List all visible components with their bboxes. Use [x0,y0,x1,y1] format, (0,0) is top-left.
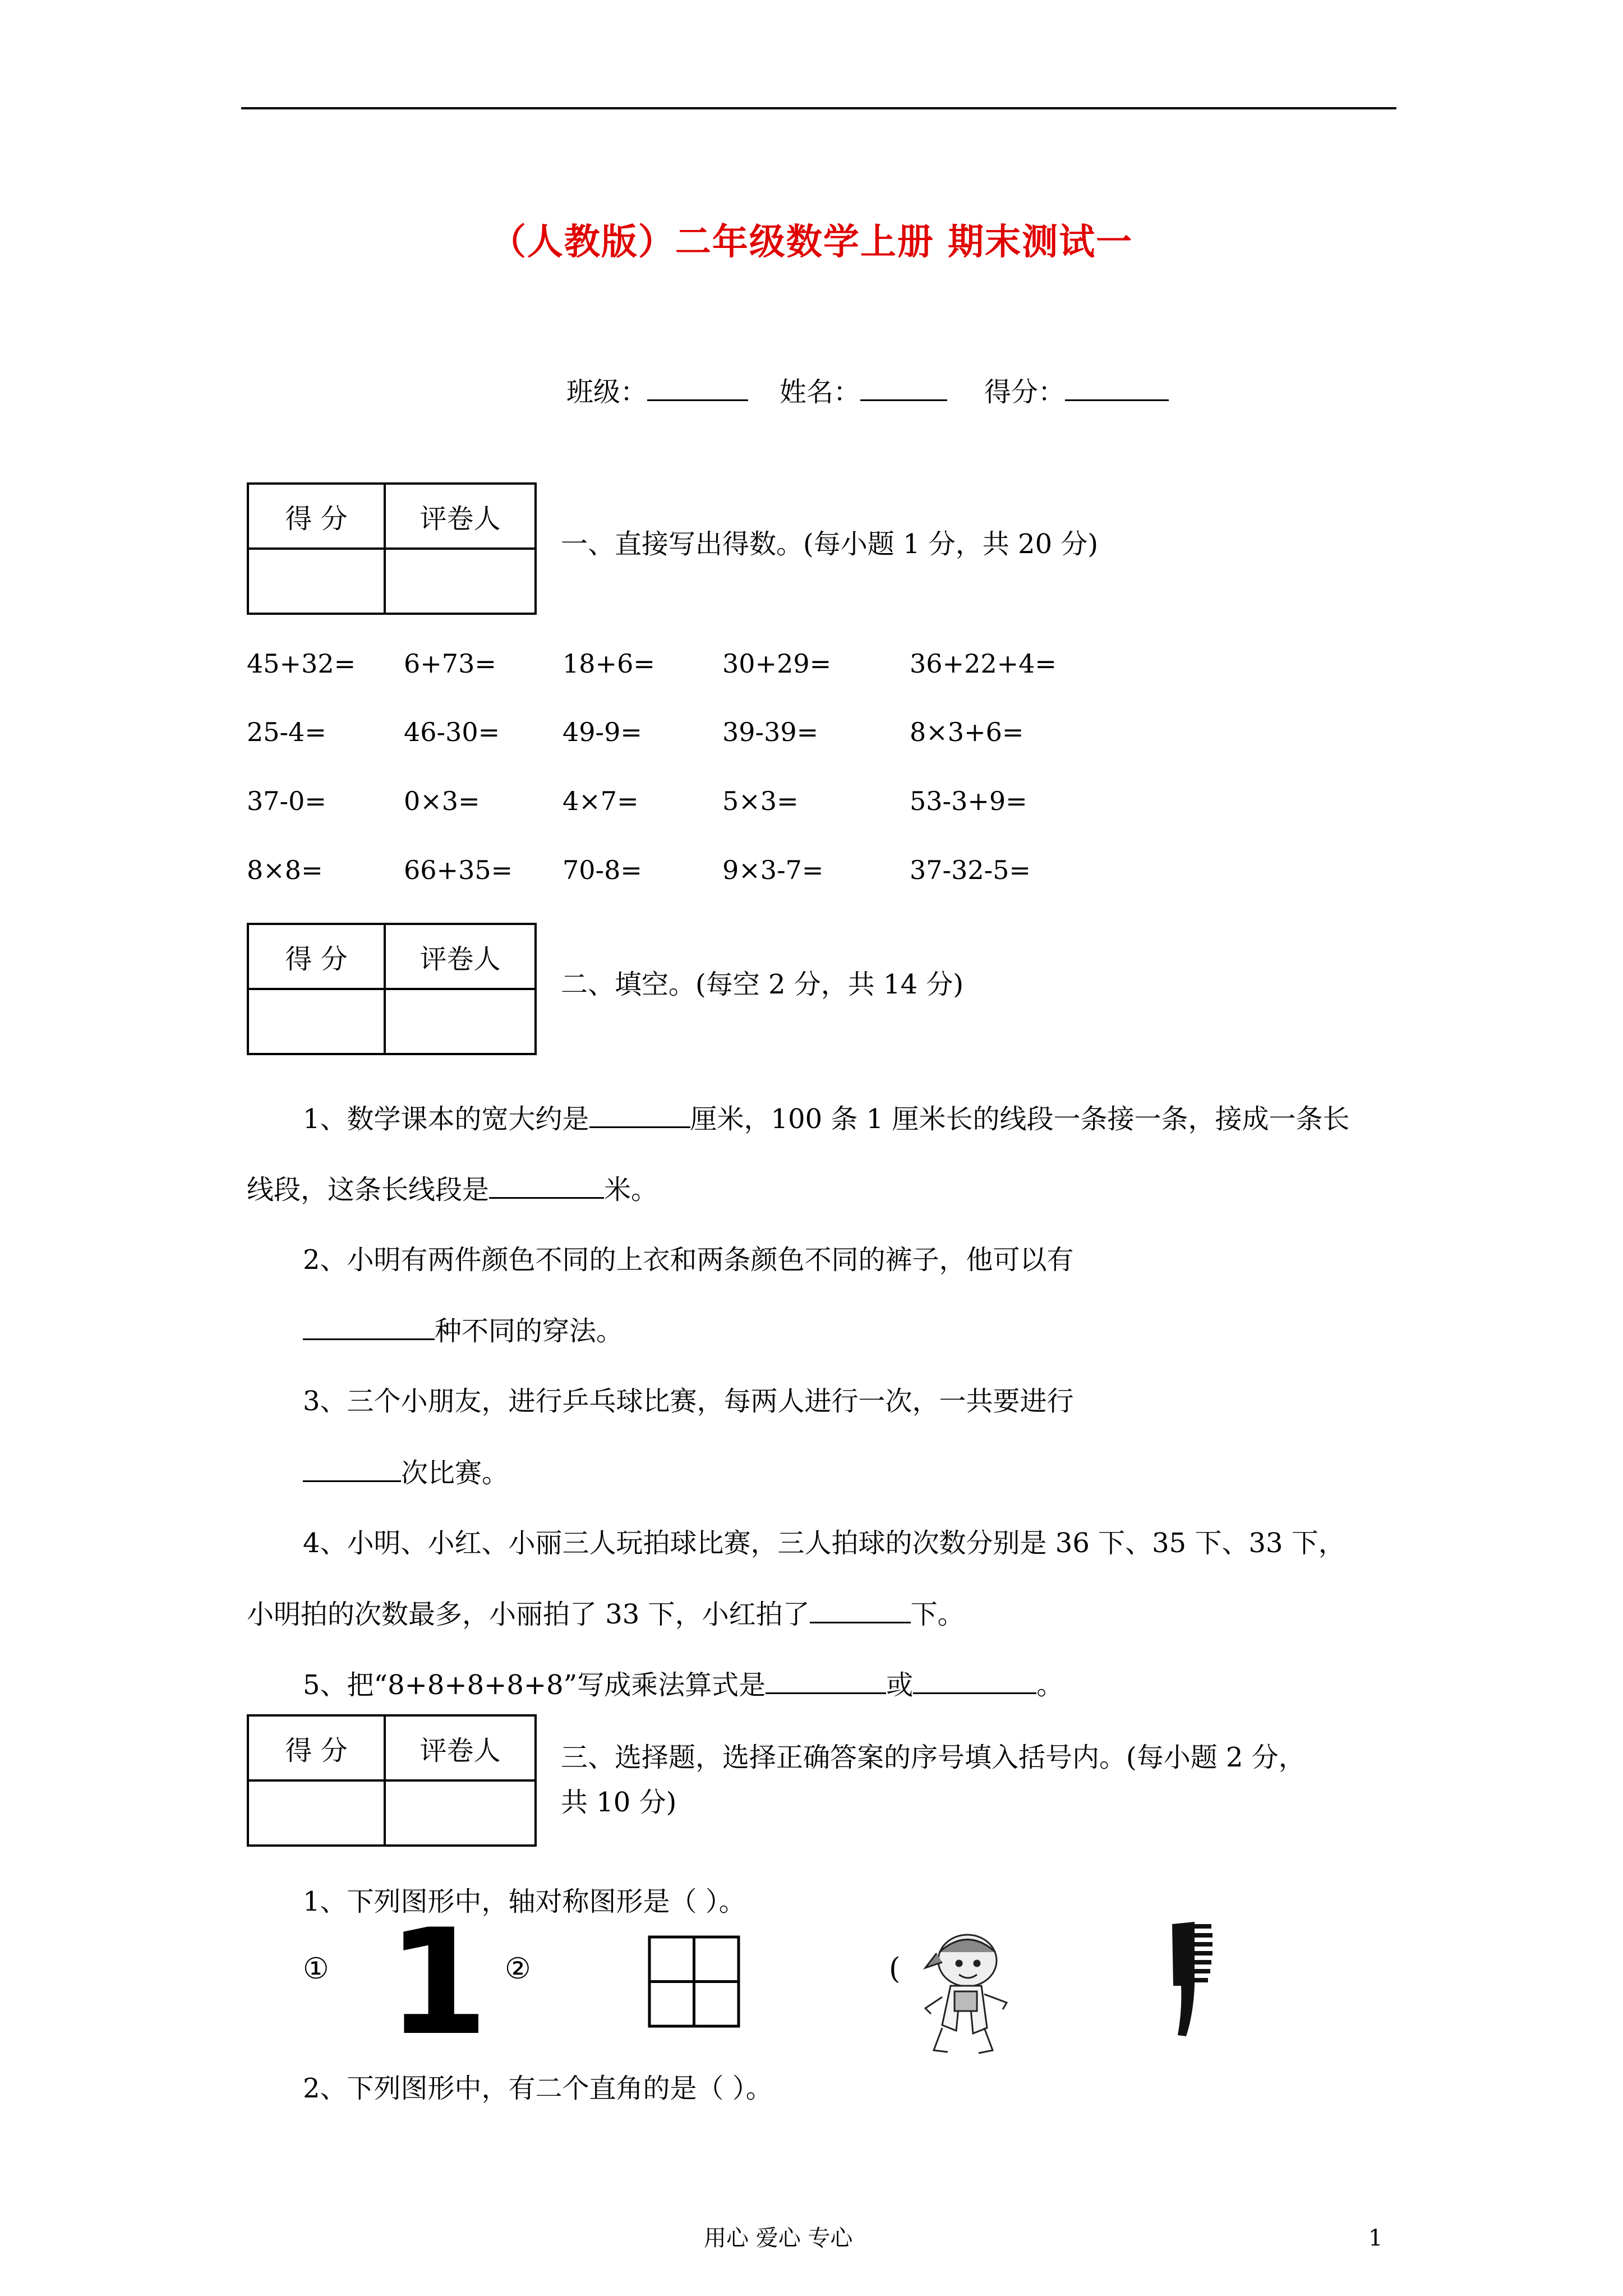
fill-q4-blank[interactable] [810,1597,911,1623]
fill-q4-line1: 4、小明、小红、小丽三人玩拍球比赛，三人拍球的次数分别是 36 下、35 下、33 下， [303,1527,1345,1559]
fill-q2-line1: 2、小明有两件颜色不同的上衣和两条颜色不同的裤子，他可以有 [303,1244,1074,1276]
square-grid-figure [648,1935,740,2028]
fill-q1-text: 厘米，100 条 1 厘米长的线段一条接一条，接成一条长 [690,1103,1350,1135]
fill-q3-line2 [303,1456,509,1490]
page-number: 1 [1368,2225,1383,2251]
fill-q4-text: 小明拍的次数最多，小丽拍了 33 下，小红拍了 [247,1599,810,1630]
equation: 37-0= [247,786,326,816]
score-label: 得分： [984,376,1066,408]
equation: 37-32-5= [910,855,1031,885]
score-cell[interactable] [248,1780,385,1846]
score-cell[interactable] [248,549,385,614]
fill-q4-line2 [247,1597,965,1631]
equation: 49-9= [562,717,642,747]
option-2-label: ② [505,1952,531,1986]
fill-q5-blank-b[interactable] [913,1668,1036,1694]
equation: 30+29= [722,648,832,679]
fill-q1-text: 线段，这条长线段是 [247,1174,490,1205]
score-cell[interactable] [248,989,385,1054]
class-label: 班级： [566,376,648,408]
equation: 6+73= [404,648,496,679]
equation: 25-4= [247,717,326,747]
option-3-label: ( [889,1952,901,1986]
fill-q1-text: 1、数学课本的宽大约是 [303,1103,589,1135]
fill-q5-blank-a[interactable] [766,1668,886,1694]
class-blank[interactable] [647,375,748,401]
fill-q3-line1: 3、三个小朋友，进行乒乓球比赛，每两人进行一次，一共要进行 [303,1386,1074,1417]
fill-q1-line1 [303,1102,1349,1136]
equation: 66+35= [404,855,513,885]
fill-q3-blank[interactable] [303,1456,401,1482]
footer-slogan: 用心 爱心 专心 [704,2225,853,2251]
score-table-3 [247,1714,537,1847]
score-table-header-grader: 评卷人 [385,924,536,989]
equation: 9×3-7= [722,855,824,885]
section-3-heading-line1: 三、选择题，选择正确答案的序号填入括号内。(每小题 2 分， [561,1742,1306,1773]
equation: 45+32= [247,648,356,679]
equation: 4×7= [562,786,639,816]
score-table-header-grader: 评卷人 [385,484,536,549]
section-3-heading-line2: 共 10 分) [561,1787,677,1818]
score-table-header-grader: 评卷人 [385,1715,536,1780]
equation: 39-39= [722,717,819,747]
section-1-heading: 一、直接写出得数。(每小题 1 分，共 20 分) [561,528,1099,560]
fill-q1-text: 米。 [604,1174,658,1205]
equation: 8×3+6= [910,717,1024,747]
equation: 18+6= [562,648,655,679]
name-field [780,375,947,409]
name-label: 姓名： [780,376,861,408]
equation: 46-30= [404,717,500,747]
class-field [566,375,748,409]
score-blank[interactable] [1065,375,1169,401]
fill-q5-line [303,1668,1063,1702]
score-table-2 [247,923,537,1055]
equation: 36+22+4= [910,648,1057,679]
pirate-cartoon-figure [903,1918,1032,2059]
equation: 8×8= [247,855,323,885]
page-title: （人教版）二年级数学上册 期末测试一 [490,221,1133,263]
header-rule [241,107,1396,109]
comb-figure [1161,1918,1223,2039]
score-table-header-score: 得 分 [248,924,385,989]
fill-q2-blank[interactable] [303,1314,435,1340]
score-table-1 [247,482,537,615]
option-1-label: ① [303,1952,329,1986]
score-table-header-score: 得 分 [248,484,385,549]
fill-q5-text: 或 [886,1669,914,1701]
fill-q5-text: 。 [1036,1669,1064,1701]
equation: 70-8= [562,855,642,885]
digit-one-figure: 1 [387,1898,488,2068]
grader-cell[interactable] [385,1780,536,1846]
fill-q2-line2 [303,1314,623,1348]
fill-q1-blank-a[interactable] [589,1102,690,1128]
choice-q2: 2、下列图形中，有二个直角的是（ ）。 [303,2073,773,2104]
score-field [984,375,1169,409]
name-blank[interactable] [860,375,947,401]
equation: 5×3= [722,786,799,816]
fill-q1-line2 [247,1172,658,1207]
score-table-header-score: 得 分 [248,1715,385,1780]
fill-q1-blank-b[interactable] [489,1172,604,1199]
equation: 53-3+9= [910,786,1027,816]
equation: 0×3= [404,786,480,816]
grader-cell[interactable] [385,549,536,614]
fill-q4-text: 下。 [910,1599,965,1630]
fill-q3-text: 次比赛。 [401,1457,509,1489]
grader-cell[interactable] [385,989,536,1054]
choice-q1: 1、下列图形中，轴对称图形是（ ）。 [303,1886,746,1917]
fill-q5-text: 5、把“8+8+8+8+8”写成乘法算式是 [303,1669,766,1701]
section-2-heading: 二、填空。(每空 2 分，共 14 分) [561,969,964,1000]
fill-q2-text: 种不同的穿法。 [435,1315,624,1347]
